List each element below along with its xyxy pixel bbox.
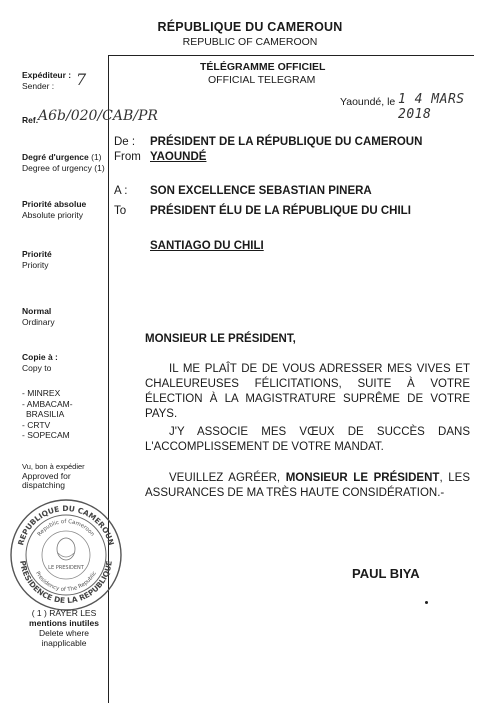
approved-en-1: Approved for [22, 470, 71, 481]
copy-label [22, 352, 110, 373]
stamp-inner-top: Republic of Cameroon [36, 518, 96, 538]
ref-label: Ref. [22, 115, 39, 125]
from-value-2: YAOUNDÉ [150, 151, 207, 163]
sender-label [22, 70, 110, 91]
paragraph-3-end: , LES ASSURANCES DE MA TRÈS HAUTE CONSIDÉRATION.- [145, 472, 470, 499]
official-seal-icon [8, 497, 124, 613]
copy-item: - AMBACAM- [22, 398, 73, 409]
copy-list [22, 388, 110, 441]
paragraph-3 [145, 471, 470, 501]
urgency-label-fr: Degré d'urgence [22, 152, 89, 162]
date-handwritten: 1 4 MARS 2018 [398, 92, 465, 122]
sender-label-fr: Expéditeur : [22, 70, 72, 80]
priority-fr: Priorité [22, 249, 52, 259]
copy-en: Copy to [22, 362, 52, 373]
stamp-center: LE PRESIDENT [48, 565, 84, 571]
salutation: MONSIEUR LE PRÉSIDENT, [145, 333, 296, 345]
approved-en-2: dispatching [22, 480, 66, 490]
footer-line-4: inapplicable [41, 638, 87, 648]
to-label-en: To [114, 205, 127, 217]
copy-item: - SOPECAM [22, 430, 70, 440]
top-divider [108, 55, 474, 56]
stamp-outer-top: REPUBLIQUE DU CAMEROUN [16, 503, 116, 547]
copy-item: - MINREX [22, 388, 61, 398]
ink-dot [425, 601, 428, 604]
footer-line-2: mentions inutiles [29, 618, 99, 628]
absolute-priority-fr: Priorité absolue [22, 199, 87, 209]
paragraph-3-start: VEUILLEZ AGRÉER, [169, 472, 286, 484]
to-value-2: PRÉSIDENT ÉLU DE LA RÉPUBLIQUE DU CHILI [150, 205, 411, 217]
copy-item: BRASILIA [26, 409, 65, 419]
normal-en: Ordinary [22, 316, 55, 327]
telegram-title-en: OFFICIAL TELEGRAM [208, 74, 316, 86]
footer-line-3: Delete where [38, 628, 90, 638]
priority-en: Priority [22, 259, 49, 270]
stamp-outer-bottom: PRESIDENCE DE LA REPUBLIQUE [18, 560, 114, 606]
normal-fr: Normal [22, 306, 52, 316]
to-value-1: SON EXCELLENCE SEBASTIAN PINERA [150, 185, 372, 197]
normal-label [22, 306, 110, 327]
place-date-prefix: Yaoundé, le [340, 96, 396, 108]
from-label-en: From [114, 151, 141, 163]
absolute-priority-label [22, 199, 110, 220]
header-republic-fr: RÉPUBLIQUE DU CAMEROUN [157, 20, 343, 34]
copy-fr: Copie à : [22, 352, 58, 362]
stamp-inner-bottom: Presidency of The Republic [34, 570, 98, 594]
approved-label [22, 462, 110, 491]
from-label-fr: De : [114, 136, 136, 148]
urgency-label [22, 152, 110, 173]
to-value-3: SANTIAGO DU CHILI [150, 240, 264, 252]
sender-value: 7 [76, 70, 87, 89]
approved-fr: Vu, bon à expédier [22, 462, 85, 471]
paragraph-3-bold: MONSIEUR LE PRÉSIDENT [285, 472, 440, 484]
sender-label-en: Sender : [22, 80, 55, 91]
absolute-priority-en: Absolute priority [22, 209, 83, 220]
telegram-title-fr: TÉLÉGRAMME OFFICIEL [200, 61, 326, 73]
paragraph-2: J'Y ASSOCIE MES VŒUX DE SUCCÈS DANS L'ACCOMPLISSEMENT DE VOTRE MANDAT. [145, 426, 470, 453]
priority-label [22, 249, 110, 270]
from-value-1: PRÉSIDENT DE LA RÉPUBLIQUE DU CAMEROUN [150, 136, 423, 148]
paragraph-1: IL ME PLAÎT DE DE VOUS ADRESSER MES VIVES ET CHALEUREUSES FÉLICITATIONS, SUITE À VOTRE ÉLECTION À LA MAGISTRATURE SUPRÊME DE VOTRE PAYS. [145, 363, 470, 420]
footer-note [22, 608, 106, 648]
ref-value: A6b/020/CAB/PR [38, 108, 158, 124]
urgency-label-en: Degree of urgency (1) [22, 162, 105, 173]
signature: PAUL BIYA [352, 566, 420, 581]
header-republic-en: REPUBLIC OF CAMEROON [182, 36, 318, 48]
official-stamp [8, 497, 124, 613]
urgency-note: (1) [91, 152, 102, 162]
to-label-fr: A : [114, 185, 128, 197]
copy-item: - CRTV [22, 419, 51, 430]
footer-line-1: ( 1 ) RAYER LES [31, 608, 97, 618]
